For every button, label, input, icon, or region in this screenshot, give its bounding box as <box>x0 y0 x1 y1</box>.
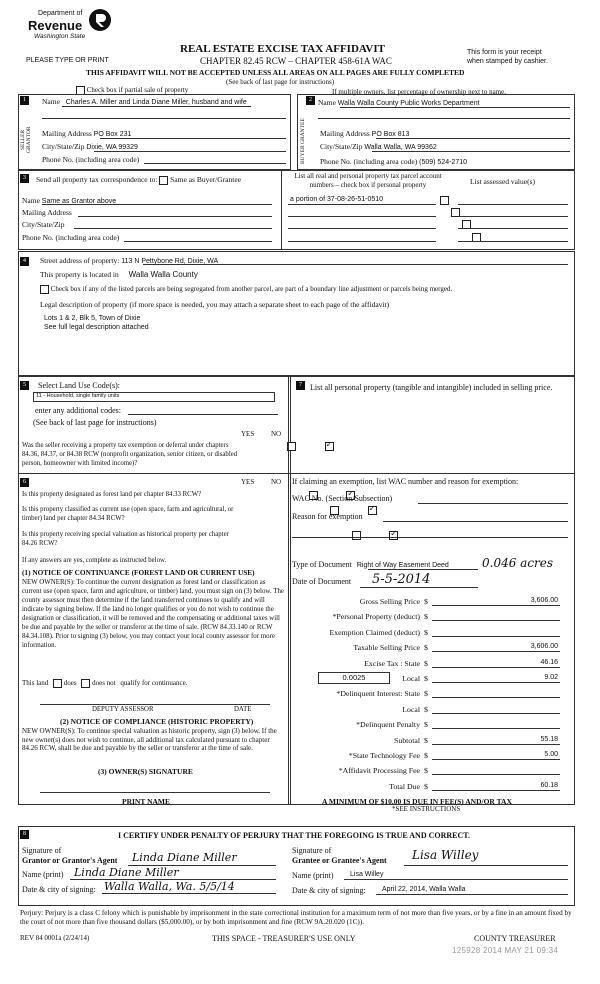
minimum-note: A MINIMUM OF $10.00 IS DUE IN FEE(S) AND/OR TAX <box>322 797 512 806</box>
calc-value-5[interactable]: 9.02 <box>544 674 558 681</box>
grantee-name-label: Name <box>318 98 336 107</box>
same-as-buyer-checkbox[interactable] <box>159 176 168 185</box>
grantee-city-row <box>320 142 437 151</box>
grantor-name-print[interactable]: Linda Diane Miller <box>74 866 179 879</box>
section-6-number: 6 <box>20 478 29 487</box>
grantor-city-value[interactable]: Dixie, WA 99329 <box>86 144 138 151</box>
exemption-text: If claiming an exemption, list WAC number and reason for exemption: <box>292 477 519 486</box>
calc-value-9[interactable]: 55.18 <box>540 735 558 743</box>
calc-currency-0: $ <box>424 597 428 606</box>
street-value[interactable]: 113 N Pettybone Rd, Dixie, WA <box>121 258 219 265</box>
seller-grantor-label: SELLER GRANTOR <box>20 126 32 154</box>
sig-label-1: Signature of <box>22 846 62 855</box>
continuance-row <box>22 679 187 688</box>
assessed-header: List assessed value(s) <box>470 177 535 186</box>
same-as-buyer-label: Same as Buyer/Grantee <box>170 175 241 184</box>
parcel-header: List all real and personal property tax parcel account numbers – check box if personal property <box>294 172 442 189</box>
deputy-date-label: DATE <box>234 706 252 713</box>
doc-date-value[interactable]: 5-5-2014 <box>372 572 431 587</box>
grantee-phone-value[interactable]: (509) 524-2710 <box>419 159 468 166</box>
grantor-mail-row <box>42 129 131 138</box>
treasurer-use-label: THIS SPACE - TREASURER'S USE ONLY <box>212 934 356 943</box>
see-instructions: *SEE INSTRUCTIONS <box>392 805 461 813</box>
calc-value-12[interactable]: 60.18 <box>540 781 558 789</box>
calc-currency-2: $ <box>424 627 428 637</box>
section-7-number: 7 <box>296 381 305 390</box>
deputy-assessor-label: DEPUTY ASSESSOR <box>92 706 154 713</box>
send-correspondence-row <box>36 175 241 185</box>
calc-currency-7: $ <box>424 704 428 714</box>
local-rate-box[interactable]: 0.0025 <box>318 672 390 684</box>
section-4-number: 4 <box>20 257 29 266</box>
section-5-number: 5 <box>20 381 29 390</box>
calc-label-10: *State Technology Fee <box>348 751 420 760</box>
section-2-number: 2 <box>306 96 315 105</box>
grantor-date-city[interactable]: Walla Walla, Wa. 5/5/14 <box>104 880 235 893</box>
does-not-label: does not <box>92 679 116 688</box>
calc-value-10[interactable]: 5.00 <box>544 751 558 758</box>
grantor-signature[interactable]: Linda Diane Miller <box>132 851 237 864</box>
receipt-note-2: when stamped by cashier. <box>467 58 548 65</box>
grantor-name-value[interactable]: Charles A. Miller and Linda Diane Miller, husband and wife <box>62 99 251 107</box>
calc-label-6: *Delinquent Interest: State <box>336 689 420 699</box>
tax-mail-label: Mailing Address <box>22 208 72 217</box>
form-subtitle: CHAPTER 82.45 RCW – CHAPTER 458-61A WAC <box>200 56 392 66</box>
grantee-city-value[interactable]: Walla Walla, WA 99362 <box>364 144 437 151</box>
calc-label-0: Gross Selling Price <box>359 597 420 606</box>
street-label: Street address of property: <box>40 256 120 265</box>
calc-value-0[interactable]: 3,606.00 <box>530 597 558 604</box>
grantee-name-value[interactable]: Walla Walla County Public Works Department <box>337 100 480 107</box>
grantee-agent-label: Grantee or Grantee's Agent <box>292 856 387 865</box>
select-land-use-label: Select Land Use Code(s): <box>38 381 120 390</box>
notice-compliance-title: (2) NOTICE OF COMPLIANCE (HISTORIC PROPERTY) <box>60 717 254 726</box>
print-name-label: PRINT NAME <box>122 797 170 806</box>
doc-date-label: Date of Document <box>292 577 352 586</box>
grantee-date-label: Date & city of signing: <box>292 886 366 895</box>
partial-sale-label: Check box if partial sale of property <box>86 86 189 95</box>
grantee-signature[interactable]: Lisa Willey <box>412 848 479 862</box>
revenue-logo <box>18 8 118 48</box>
calc-label-12: Total Due <box>389 781 420 791</box>
calc-label-4: Excise Tax : State <box>364 658 420 668</box>
legal-label: Legal description of property (if more space is needed, you may attach a separate sheet to each page of the affidavit) <box>40 300 390 309</box>
does-checkbox[interactable] <box>53 679 62 688</box>
sig-label-2: Signature of <box>292 846 332 855</box>
parcel-1-value[interactable]: a portion of 37-08-26-51-0510 <box>290 196 384 203</box>
calc-currency-10: $ <box>424 751 428 760</box>
doc-type-label: Type of Document <box>292 560 352 569</box>
calc-label-5: Local <box>402 674 420 683</box>
form-title: REAL ESTATE EXCISE TAX AFFIDAVIT <box>180 43 385 55</box>
grantor-phone-label: Phone No. (including area code) <box>42 155 140 164</box>
grantee-city-label: City/State/Zip <box>320 142 363 151</box>
does-not-checkbox[interactable] <box>81 679 90 688</box>
calc-currency-9: $ <box>424 735 428 745</box>
legal-line-2[interactable]: See full legal description attached <box>44 324 149 331</box>
located-value[interactable]: Walla Walla County <box>128 270 198 279</box>
owner-signature-title: (3) OWNER(S) SIGNATURE <box>98 767 193 776</box>
sec5-yes: YES <box>241 430 255 438</box>
grantor-city-row <box>42 142 138 151</box>
grantor-mail-label: Mailing Address <box>42 129 92 138</box>
grantee-name-print-label: Name (print) <box>292 871 334 880</box>
calc-label-8: *Delinquent Penalty <box>356 720 420 730</box>
qualify-label: qualify for continuance. <box>120 679 188 688</box>
calc-currency-6: $ <box>424 689 428 699</box>
grantee-date-city[interactable]: April 22, 2014, Walla Walla <box>382 886 466 893</box>
calc-currency-4: $ <box>424 658 428 668</box>
calc-label-1: *Personal Property (deduct) <box>332 612 420 622</box>
form-revision: REV 84 0001a (2/24/14) <box>20 934 90 942</box>
parcel-1-checkbox[interactable] <box>440 196 449 205</box>
tax-name-label: Name <box>22 196 40 205</box>
section-8-number: 8 <box>20 830 29 839</box>
grantor-agent-label: Grantor or Grantor's Agent <box>22 856 118 865</box>
grantor-name-label: Name <box>42 97 60 106</box>
if-yes-note: If any answers are yes, complete as instructed below. <box>22 557 167 564</box>
grantee-phone-label: Phone No. (including area code) <box>320 157 418 166</box>
this-land-label: This land <box>22 679 49 688</box>
current-use-question: Is this property classified as current use (open space, farm and agricultural, or timber) land per chapter 84.34 RCW? <box>22 506 234 522</box>
reason-label: Reason for exemption <box>292 512 363 521</box>
calc-currency-5: $ <box>424 674 428 683</box>
segregate-checkbox[interactable] <box>40 285 49 294</box>
warning-text: THIS AFFIDAVIT WILL NOT BE ACCEPTED UNLESS ALL AREAS ON ALL PAGES ARE FULLY COMPLETED <box>86 68 465 77</box>
notice-continuance-title: (1) NOTICE OF CONTINUANCE (FOREST LAND OR CURRENT USE) <box>22 568 255 577</box>
agency-line1: Department of <box>38 10 83 17</box>
historic-question: Is this property receiving special valuation as historical property per chapter 84.26 RCW? <box>22 531 229 547</box>
calc-label-9: Subtotal <box>394 735 420 745</box>
notice-continuance-text: NEW OWNER(S): To continue the current designation as forest land or classification as current use (open space, farm and agriculture, or timber) land, you must sign on (3) below. The county assessor must then determine if the land transferred continues to qualify and will indicate by signing below. If the land no longer qualifies or you do not wish to continue the designation or classification, it will be removed and the compensating or additional taxes will be due and payable by the seller or transferor at the time of sale. (RCW 84.33.140 or RCW 84.34.108). Prior to signing (3) below, you may contact your local county assessor for more information. <box>22 579 284 649</box>
located-row <box>40 270 198 279</box>
forest-question: Is this property designated as forest land per chapter 84.33 RCW? <box>22 491 202 498</box>
see-back-note: (See back of last page for instructions) <box>226 78 335 86</box>
grantee-mail-label: Mailing Address <box>320 129 370 138</box>
section-3-number: 3 <box>20 174 29 183</box>
sec5-see-back: (See back of last page for instructions) <box>33 418 157 427</box>
agency-line2: Revenue <box>28 18 83 33</box>
does-label: does <box>63 679 77 688</box>
doc-type-row <box>292 560 449 569</box>
section-1-number: 1 <box>20 96 29 105</box>
agency-line3: Washington State <box>34 33 86 40</box>
calc-label-3: Taxable Selling Price <box>353 643 420 653</box>
located-label: This property is located in <box>40 270 119 279</box>
county-treasurer-label: COUNTY TREASURER <box>474 934 556 943</box>
acres-annotation: 0.046 acres <box>482 556 554 570</box>
calc-value-4[interactable]: 46.16 <box>540 658 558 666</box>
land-use-select[interactable] <box>33 392 275 402</box>
print-note: PLEASE TYPE OR PRINT <box>26 57 109 64</box>
notice-compliance-text: NEW OWNER(S): To continue special valuation as historic property, sign (3) below. If the new owner(s) does not wish to continue, all additional tax calculated pursuant to chapter 84.26 RCW, shall be due and payable by the seller or transferor at the time of sale. <box>22 727 277 752</box>
calc-currency-8: $ <box>424 720 428 730</box>
buyer-grantee-label: BUYER GRANTEE <box>300 118 306 164</box>
grantor-date-label: Date & city of signing: <box>22 885 96 894</box>
sec6-no: NO <box>271 478 282 486</box>
grantee-mail-row <box>320 129 409 138</box>
land-use-code: 11 - Household, single family units <box>36 393 120 399</box>
sec5-no: NO <box>271 430 282 438</box>
certify-text: I CERTIFY UNDER PENALTY OF PERJURY THAT THE FOREGOING IS TRUE AND CORRECT. <box>118 831 471 840</box>
tax-name-value[interactable]: Same as Grantor above <box>41 198 117 205</box>
personal-property-text: List all personal property (tangible and intangible) included in selling price. <box>310 383 553 392</box>
calc-value-3[interactable]: 3,606.00 <box>530 643 558 651</box>
segregate-label: Check box if any of the listed parcels are being segregated from another parcel, are part of a boundary line adjustment or parcels being merged. <box>50 285 453 294</box>
grantor-name-print-label: Name (print) <box>22 870 64 879</box>
doc-type-value[interactable]: Right of Way Easement Deed <box>356 562 449 569</box>
calc-currency-11: $ <box>424 766 428 776</box>
tax-phone-label: Phone No. (including area code) <box>22 233 120 242</box>
calc-currency-1: $ <box>424 612 428 622</box>
additional-codes-label: enter any additional codes: <box>35 406 121 415</box>
grantee-mail-value[interactable]: PO Box 813 <box>371 131 410 138</box>
calc-currency-12: $ <box>424 781 428 791</box>
revenue-emblem-icon <box>88 8 112 34</box>
calc-currency-3: $ <box>424 643 428 653</box>
receipt-note-1: This form is your receipt <box>467 49 542 56</box>
perjury-text: Perjury: Perjury is a class C felony which is punishable by imprisonment in the state correctional institution for a maximum term of not more than five years, or by a fine in an amount fixed by the court of not more than five thousand dollars ($5,000.00), or by both imprisonment and fine (RCW 9A.20.020 (1C)). <box>20 909 572 926</box>
wac-label: WAC No. (Section/Subsection) <box>292 494 393 503</box>
segregate-row <box>40 285 452 294</box>
grantee-name-print[interactable]: Lisa Willey <box>350 871 384 878</box>
grantor-city-label: City/State/Zip <box>42 142 85 151</box>
calc-label-11: *Affidavit Processing Fee <box>338 766 420 776</box>
grantor-mail-value[interactable]: PO Box 231 <box>93 131 132 138</box>
sec6-yes: YES <box>241 478 255 486</box>
section-1-name-row <box>42 97 286 106</box>
tax-city-label: City/State/Zip <box>22 220 65 229</box>
exempt-question: Was the seller receiving a property tax exemption or deferral under chapters 84.36, 84.37, or 84.38 RCW (nonprofit organization, senior citizen, or disabled person, homeowner with limited income)? <box>22 442 238 467</box>
send-correspondence-label: Send all property tax correspondence to: <box>36 175 158 184</box>
grantee-name-row <box>318 98 480 107</box>
grantee-phone-row <box>320 157 467 166</box>
treasurer-stamp: 125928 2014 MAY 21 09:34 <box>452 946 559 955</box>
legal-line-1[interactable]: Lots 1 & 2, Blk 5, Town of Dixie <box>44 315 141 322</box>
multi-owners-note: If multiple owners, list percentage of ownership next to name. <box>332 88 506 96</box>
calc-label-7: Local <box>402 704 420 714</box>
calc-label-2: Exemption Claimed (deduct) <box>329 627 420 637</box>
doc-date-row <box>292 577 351 586</box>
